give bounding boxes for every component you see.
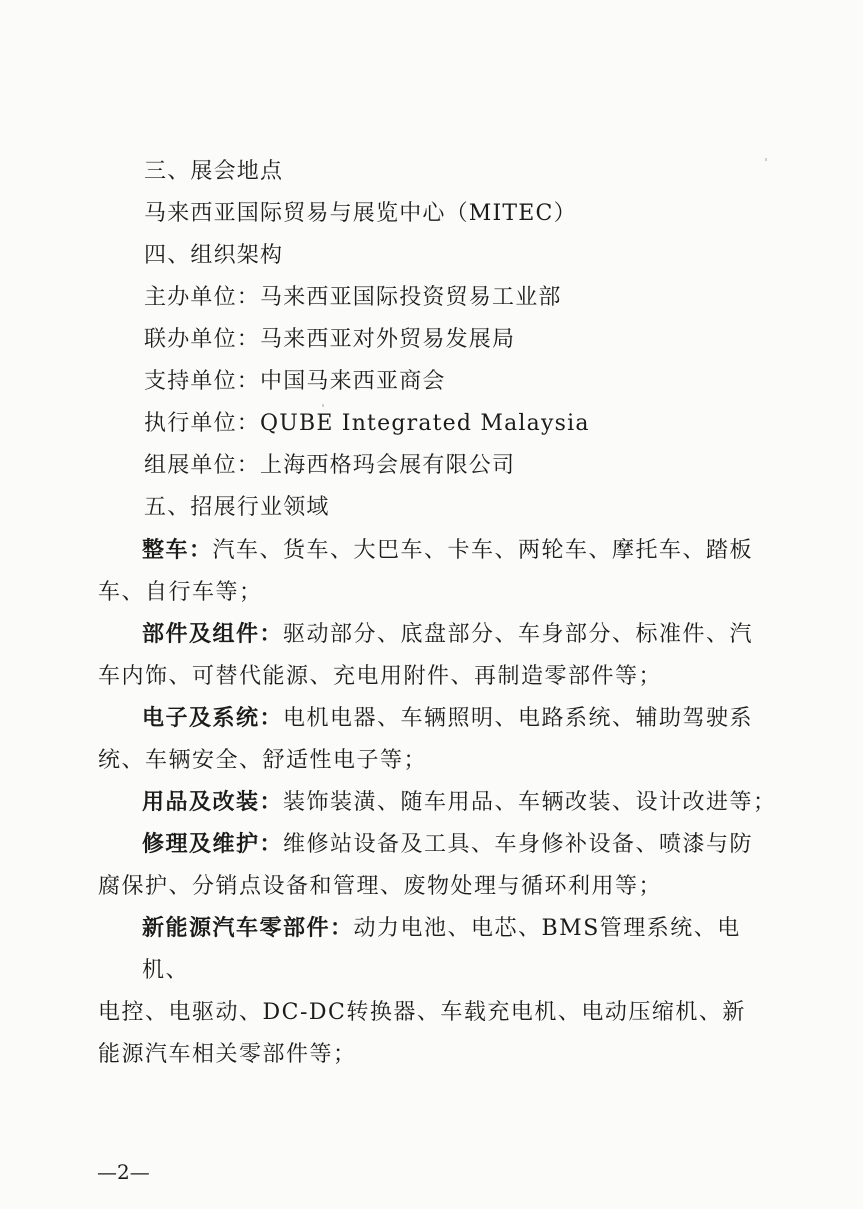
- category-text-cont: 车内饰、可替代能源、充电用附件、再制造零部件等；: [98, 664, 663, 689]
- category-new-energy: [98, 907, 778, 1076]
- category-label: 部件及组件：: [142, 621, 284, 647]
- heading-venue: 三、展会地点: [144, 159, 284, 184]
- category-text-cont: 统、车辆安全、舒适性电子等；: [98, 748, 428, 773]
- scan-speck: [765, 158, 767, 161]
- page-number: —2—: [97, 1160, 150, 1184]
- org-executor: 执行单位：QUBE Integrated Malaysia: [144, 411, 590, 436]
- org-exhibition-organizer: 组展单位：上海西格玛会展有限公司: [144, 453, 516, 478]
- org-co-organizer: 联办单位：马来西亚对外贸易发展局: [144, 327, 516, 352]
- heading-organization: 四、组织架构: [144, 243, 284, 268]
- org-host: 主办单位：马来西亚国际投资贸易工业部: [144, 285, 562, 310]
- category-text: 电机电器、车辆照明、电路系统、辅助驾驶系: [283, 706, 754, 731]
- category-text: 汽车、货车、大巴车、卡车、两轮车、摩托车、踏板: [212, 538, 754, 563]
- category-vehicles: [98, 529, 778, 614]
- category-text: 动力电池、电芯、BMS管理系统、电机、: [142, 916, 741, 983]
- category-accessories: [98, 781, 778, 824]
- category-repair: [98, 823, 778, 908]
- heading-exhibit-scope: 五、招展行业领域: [144, 495, 330, 520]
- category-electronics: [98, 697, 778, 782]
- category-text: 驱动部分、底盘部分、车身部分、标准件、汽: [283, 622, 754, 647]
- scan-speck: [322, 404, 324, 407]
- category-label: 电子及系统：: [142, 705, 284, 731]
- category-parts: [98, 613, 778, 698]
- category-text-cont: 腐保护、分销点设备和管理、废物处理与循环利用等；: [98, 874, 663, 899]
- category-text-cont: 电控、电驱动、DC-DC转换器、车载充电机、电动压缩机、新: [98, 1000, 746, 1025]
- category-text: 装饰装潢、随车用品、车辆改装、设计改进等；: [283, 790, 777, 815]
- venue-text: 马来西亚国际贸易与展览中心（MITEC）: [144, 201, 577, 226]
- category-label: 整车：: [142, 537, 213, 563]
- category-label: 新能源汽车零部件：: [142, 915, 354, 941]
- category-label: 修理及维护：: [142, 831, 284, 857]
- category-text-cont: 车、自行车等；: [98, 580, 263, 605]
- category-text-cont: 能源汽车相关零部件等；: [98, 1042, 357, 1067]
- org-supporter: 支持单位：中国马来西亚商会: [144, 369, 446, 394]
- category-text: 维修站设备及工具、车身修补设备、喷漆与防: [283, 832, 754, 857]
- category-label: 用品及改装：: [142, 789, 284, 815]
